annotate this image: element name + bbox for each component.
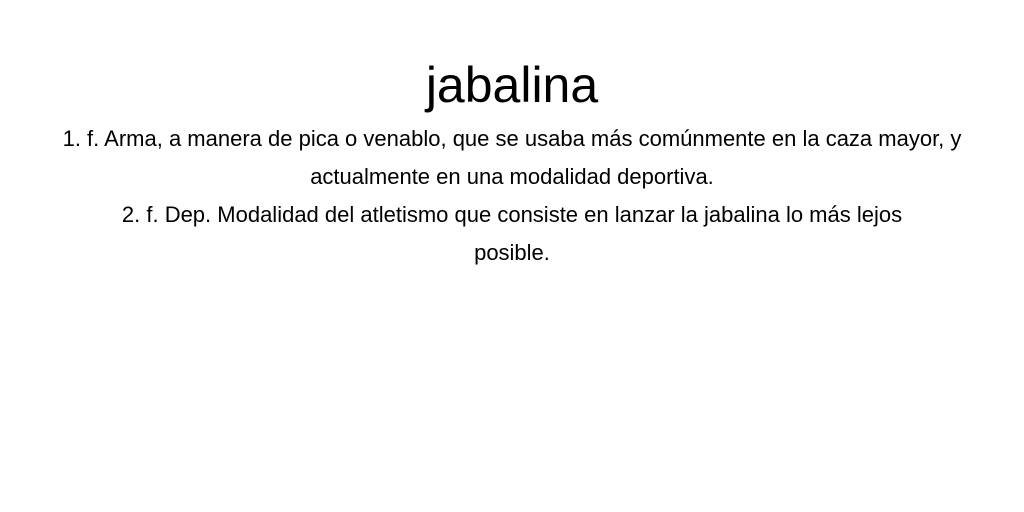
definition-1: 1. f. Arma, a manera de pica o venablo, que se usaba más comúnmente en la caza mayor, y actualmente en una modalidad deportiva. [62,126,962,189]
definition-2: 2. f. Dep. Modalidad del atletismo que consiste en lanzar la jabalina lo más lejos posible. [121,202,903,265]
entry-word-title: jabalina [425,57,599,113]
definitions-list [32,120,992,272]
